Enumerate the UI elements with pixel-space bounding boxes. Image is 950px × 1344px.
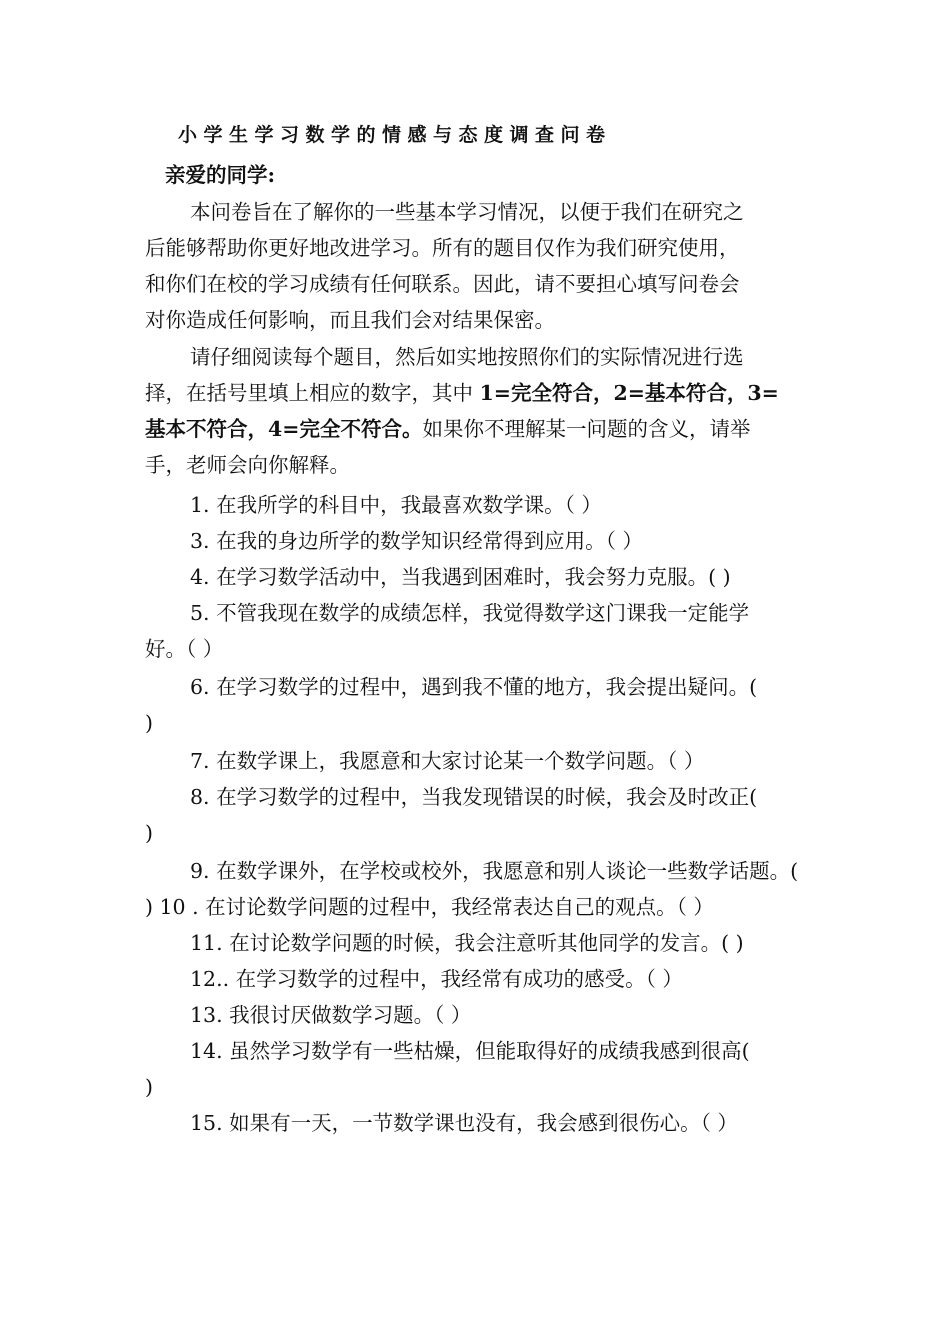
question-item: ) (145, 821, 153, 845)
page-title: 小学生学习数学的情感与态度调查问卷 (178, 124, 612, 146)
instruction-line (145, 376, 805, 410)
question-item: 7. 在数学课上，我愿意和大家讨论某一个数学问题。（ ） (190, 749, 705, 773)
intro-line: 本问卷旨在了解你的一些基本学习情况，以便于我们在研究之 (190, 200, 744, 224)
instruction-line (145, 412, 805, 446)
question-item: 1. 在我所学的科目中，我最喜欢数学课。（ ） (190, 493, 602, 517)
instruction-text: 择，在括号里填上相应的数字，其中 (145, 381, 480, 405)
instruction-line: 请仔细阅读每个题目，然后如实地按照你们的实际情况进行选 (190, 345, 744, 369)
intro-line: 对你造成任何影响，而且我们会对结果保密。 (145, 308, 555, 332)
question-item: 5. 不管我现在数学的成绩怎样，我觉得数学这门课我一定能学 (190, 601, 750, 625)
instruction-text: 如果你不理解某一问题的含义，请举 (422, 417, 751, 441)
question-item: 3. 在我的身边所学的数学知识经常得到应用。（ ） (190, 529, 643, 553)
question-item: 9. 在数学课外，在学校或校外，我愿意和别人谈论一些数学话题。( (190, 859, 799, 883)
question-item: ) (145, 711, 153, 735)
question-item: ) (145, 1075, 153, 1099)
rating-scale: 1=完全符合，2=基本符合，3= (479, 381, 779, 405)
question-item: 13. 我很讨厌做数学习题。（ ） (190, 1003, 472, 1027)
intro-line: 后能够帮助你更好地改进学习。所有的题目仅作为我们研究使用， (145, 236, 740, 260)
question-item: 15. 如果有一天，一节数学课也没有，我会感到很伤心。（ ） (190, 1111, 738, 1135)
question-item: 6. 在学习数学的过程中，遇到我不懂的地方，我会提出疑问。( (190, 675, 758, 699)
question-item: 8. 在学习数学的过程中，当我发现错误的时候，我会及时改正( (190, 785, 758, 809)
rating-scale: 基本不符合，4=完全不符合。 (145, 417, 423, 441)
question-item: ) 10 . 在讨论数学问题的过程中，我经常表达自己的观点。（ ） (145, 895, 714, 919)
question-item: 好。（ ） (145, 637, 224, 661)
greeting: 亲爱的同学: (165, 163, 276, 187)
question-item: 12.. 在学习数学的过程中，我经常有成功的感受。（ ） (190, 967, 683, 991)
instruction-line: 手，老师会向你解释。 (145, 453, 350, 477)
question-item: 14. 虽然学习数学有一些枯燥，但能取得好的成绩我感到很高( (190, 1039, 750, 1063)
question-item: 11. 在讨论数学问题的时候，我会注意听其他同学的发言。( ) (190, 931, 744, 955)
question-item: 4. 在学习数学活动中，当我遇到困难时，我会努力克服。( ) (190, 565, 731, 589)
intro-line: 和你们在校的学习成绩有任何联系。因此，请不要担心填写问卷会 (145, 272, 740, 296)
